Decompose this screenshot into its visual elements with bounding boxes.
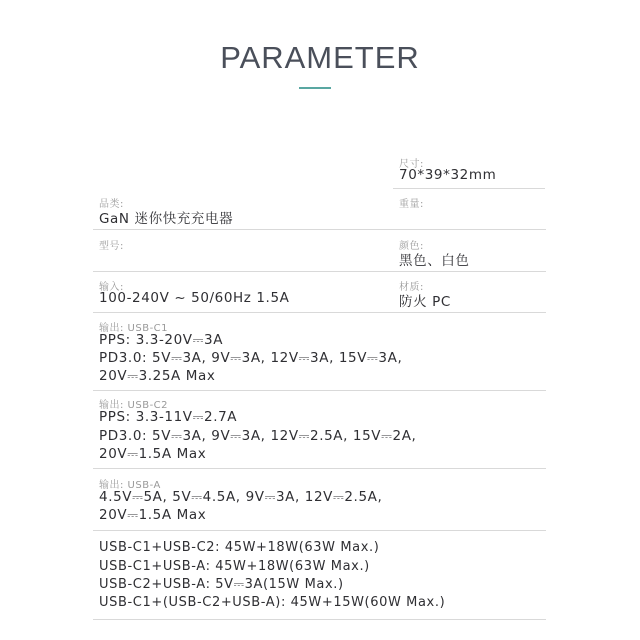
- output-usb-a-label: 输出: USB-A: [99, 480, 161, 491]
- spec-category-label: 品类:: [99, 199, 124, 210]
- combined-output-line: USB-C1+USB-C2: 45W+18W(63W Max.): [99, 540, 380, 555]
- output-usb-c1-label: 输出: USB-C1: [99, 323, 169, 334]
- output-usb-c2-line: PD3.0: 5V⎓3A, 9V⎓3A, 12V⎓2.5A, 15V⎓2A,: [99, 428, 417, 444]
- spec-color-value: 黑色、白色: [399, 253, 470, 269]
- output-usb-a-line: 20V⎓1.5A Max: [99, 507, 207, 523]
- spec-size-value: 70*39*32mm: [399, 167, 497, 183]
- divider: [93, 468, 546, 469]
- divider: [93, 271, 546, 272]
- output-usb-c2-line: 20V⎓1.5A Max: [99, 446, 207, 462]
- divider: [93, 619, 546, 620]
- spec-weight-label: 重量:: [399, 199, 424, 210]
- divider: [93, 312, 546, 313]
- spec-size-label: 尺寸:: [399, 159, 424, 170]
- divider: [93, 530, 546, 531]
- spec-category-value: GaN 迷你快充充电器: [99, 211, 234, 227]
- output-usb-a-line: 4.5V⎓5A, 5V⎓4.5A, 9V⎓3A, 12V⎓2.5A,: [99, 489, 383, 505]
- title-accent-line: [299, 87, 331, 89]
- spec-model-label: 型号:: [99, 241, 124, 252]
- combined-output-line: USB-C2+USB-A: 5V⎓3A(15W Max.): [99, 577, 344, 592]
- divider: [393, 188, 545, 189]
- spec-color-label: 颜色:: [399, 241, 424, 252]
- combined-output-line: USB-C1+(USB-C2+USB-A): 45W+15W(60W Max.): [99, 595, 446, 610]
- spec-input-value: 100-240V ~ 50/60Hz 1.5A: [99, 290, 290, 306]
- spec-material-label: 材质:: [399, 282, 424, 293]
- divider: [93, 390, 546, 391]
- page-title: PARAMETER: [220, 40, 420, 75]
- output-usb-c1-line: PPS: 3.3-20V⎓3A: [99, 332, 224, 348]
- combined-output-line: USB-C1+USB-A: 45W+18W(63W Max.): [99, 559, 370, 574]
- divider: [93, 229, 546, 230]
- output-usb-c1-line: 20V⎓3.25A Max: [99, 368, 216, 384]
- output-usb-c1-line: PD3.0: 5V⎓3A, 9V⎓3A, 12V⎓3A, 15V⎓3A,: [99, 350, 403, 366]
- spec-material-value: 防火 PC: [399, 294, 451, 310]
- spec-input-label: 输入:: [99, 282, 124, 293]
- output-usb-c2-line: PPS: 3.3-11V⎓2.7A: [99, 409, 238, 425]
- output-usb-c2-label: 输出: USB-C2: [99, 400, 169, 411]
